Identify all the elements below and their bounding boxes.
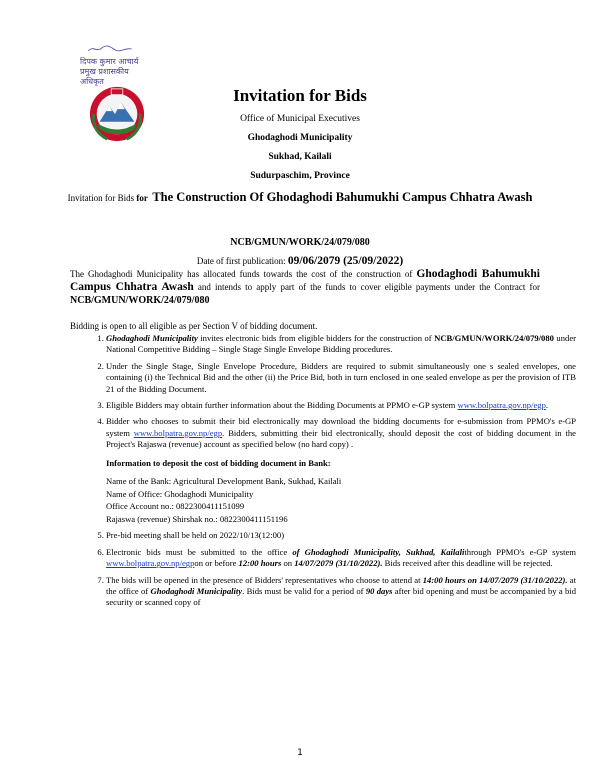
item7-text-4: after bid opening and must be accompanied by a bid security or scanned copy of <box>106 586 576 608</box>
bolpatra-link[interactable]: www.bolpatra.gov.np/egp <box>106 558 195 569</box>
bolpatra-link[interactable]: www.bolpatra.gov.np/egp <box>457 400 546 411</box>
intro-paragraph <box>70 268 540 307</box>
office-name: Office of Municipal Executives <box>240 114 360 124</box>
list-item <box>106 416 576 525</box>
publication-date-line <box>0 255 600 267</box>
item3-text: Eligible Bidders may obtain further information about the Bidding Documents at PPMO e-GP system <box>106 400 458 411</box>
province-name: Sudurpaschim, Province <box>250 171 350 181</box>
item6-text-3: on or before <box>194 558 239 569</box>
item4-text-1: Bidder who chooses to submit their bid electronically may download the bidding documents for e-submission from PPMO's e-GP system <box>106 416 576 438</box>
item6-text-1: Electronic bids must be submitted to the office <box>106 546 293 557</box>
item4-text-2: . Bidders, submitting their bid electronically, should deposit the cost of bidding document in the Project's Rajaswa (revenue) account as specified below (no hard copy) . <box>106 427 576 450</box>
item3-text-end: . <box>545 400 549 411</box>
list-item <box>106 547 576 570</box>
item7-time: 14:00 hours on 14/07/2079 (31/10/2022). <box>422 574 568 585</box>
reference-number: NCB/GMUN/WORK/24/079/080 <box>230 237 370 248</box>
project-heading <box>0 190 600 206</box>
item7-days: 90 days <box>365 586 393 597</box>
signature-line-2: प्रमुख प्रशासकीय अधिकृत <box>80 67 129 86</box>
project-prefix: Invitation for Bids <box>67 193 137 203</box>
municipality-address: Sukhad, Kailali <box>268 152 332 162</box>
municipality-name: Ghodaghodi Municipality <box>247 133 353 143</box>
item1-municipality: Ghodaghodi Municipality <box>106 333 198 343</box>
bolpatra-link[interactable]: www.bolpatra.gov.np/egp <box>133 427 223 438</box>
publication-label: Date of first publication: <box>196 256 288 266</box>
publication-date: 09/06/2079 (25/09/2022) <box>287 255 404 267</box>
office-account: Office Account no.: 0822300411151099 <box>106 501 245 512</box>
intro-text-2: and intends to apply part of the funds to cover eligible payments under the Contract for <box>193 282 540 292</box>
intro-text-1: The Ghodaghodi Municipality has allocated funds towards the cost of the construction of <box>70 269 417 279</box>
item7-text-2: at the office of <box>106 574 577 597</box>
page-number: 1 <box>297 748 303 758</box>
item7-text-3: . Bids must be valid for a period of <box>242 586 366 597</box>
project-prefix-for: for <box>136 193 148 203</box>
item7-text-1: The bids will be opened in the presence of Bidders' representatives who choose to attend at <box>106 574 423 585</box>
signature-line-1: दिपक कुमार आचार्य <box>80 57 139 66</box>
list-item: 5. Pre-bid meeting shall be held on 2022/10/13(12:00) <box>106 530 576 541</box>
rajaswa-account: Rajaswa (revenue) Shirshak no.: 0822300411151196 <box>106 513 288 524</box>
signature-scribble-icon <box>80 44 140 54</box>
item6-office: of Ghodaghodi Municipality, Sukhad, Kailali <box>292 546 465 557</box>
item6-text-4: on <box>281 558 295 569</box>
bank-name: Name of the Bank: Agricultural Development Bank, Sukhad, Kailali <box>106 476 342 487</box>
item6-time: 12:00 hours <box>238 558 282 569</box>
page-title: Invitation for Bids <box>233 86 367 105</box>
bank-info-heading: Information to deposit the cost of bidding document in Bank: <box>106 457 331 468</box>
item6-date: 14/07/2079 (31/10/2022). <box>294 558 383 569</box>
intro-project: Ghodaghodi Bahumukhi Campus Chhatra Awash <box>70 268 540 293</box>
item1-text-2: under National Competitive Bidding – Single Stage Single Envelope Bidding procedures. <box>106 333 576 355</box>
item6-text-5: Bids received after this deadline will be rejected. <box>382 558 553 569</box>
list-item <box>106 333 576 356</box>
intro-reference: NCB/GMUN/WORK/24/079/080 <box>70 295 210 306</box>
list-item <box>106 575 576 609</box>
project-name: The Construction Of Ghodaghodi Bahumukhi Campus Chhatra Awash <box>152 190 533 204</box>
list-item: 2. Under the Single Stage, Single Envelope Procedure, Bidders are required to submit simultaneously one s sealed envelopes, one containing (i) the Technical Bid and the other (ii) the Price Bid, both in turn enclosed in one sealed envelope as per the provision of ITB 21 of the Bidding Document. <box>106 361 576 395</box>
list-item <box>106 400 576 411</box>
open-eligibility-text: Bidding is open to all eligible as per Section V of bidding document. <box>70 321 318 331</box>
item6-text-2: through PPMO's e-GP system <box>464 546 576 557</box>
office-name-line: Name of Office: Ghodaghodi Municipality <box>106 488 254 499</box>
item1-text-1: invites electronic bids from eligible bidders for the construction of <box>197 333 435 343</box>
signature-stamp <box>80 44 144 87</box>
item7-office: Ghodaghodi Municipality <box>150 586 243 597</box>
bid-instructions-list <box>70 333 576 614</box>
item1-reference: NCB/GMUN/WORK/24/079/080 <box>434 333 554 343</box>
